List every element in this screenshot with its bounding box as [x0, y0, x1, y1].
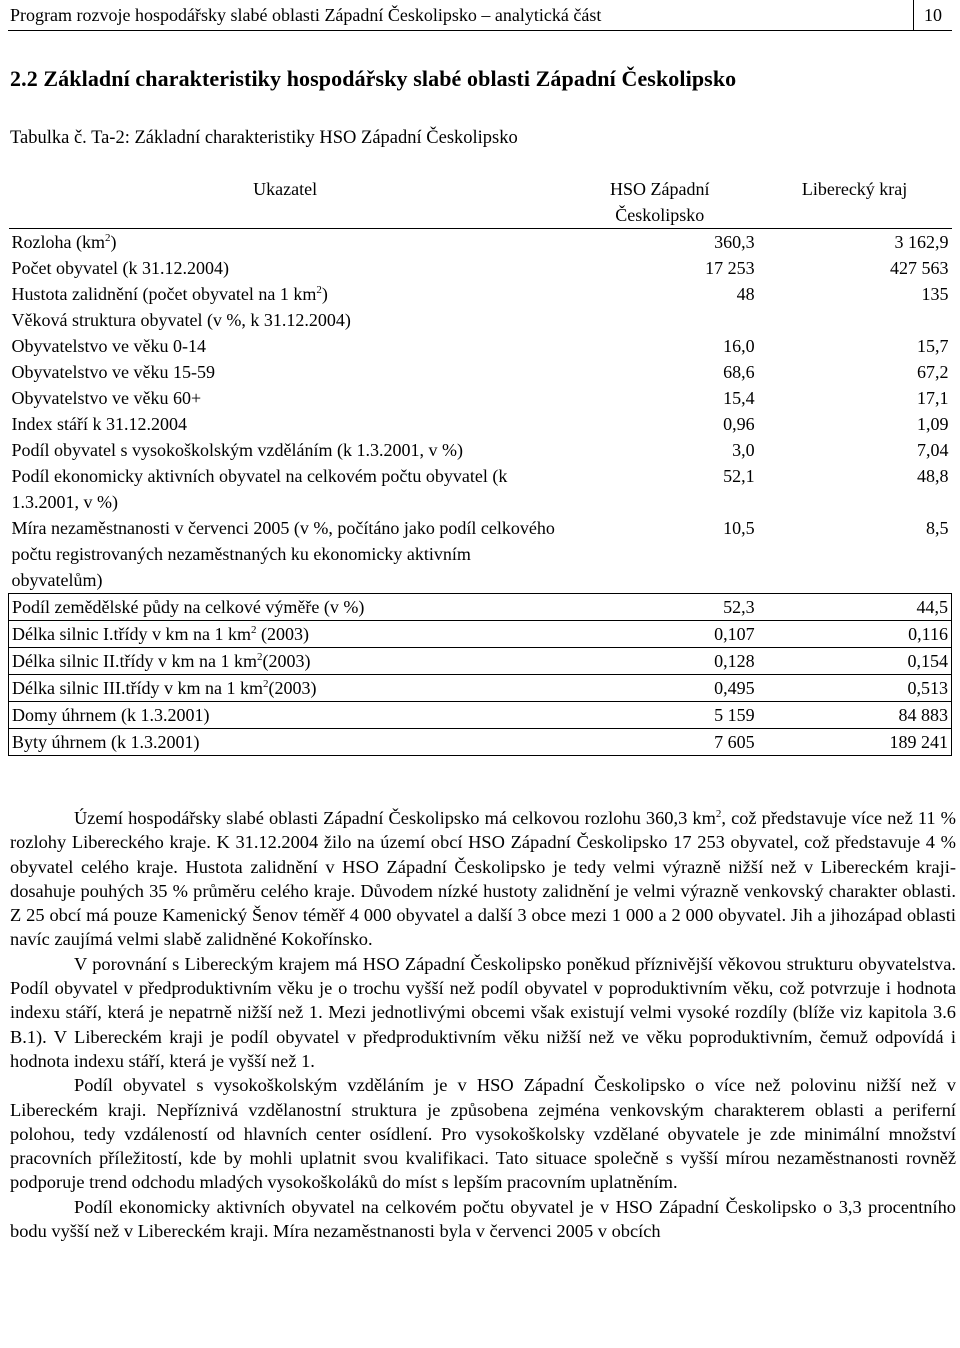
row-label-text: Byty úhrnem (k 1.3.2001): [12, 732, 200, 752]
row-label: [9, 463, 562, 515]
row-label: [9, 333, 562, 359]
row-region-value: 48,8: [917, 466, 949, 486]
row-label-text: Hustota zalidnění (počet obyvatel na 1 km: [11, 284, 317, 304]
row-label-end: (2003): [256, 624, 309, 644]
row-hso-value: 3,0: [732, 440, 755, 460]
row-hso-value: 0,96: [723, 414, 755, 434]
row-label-sup: 2: [256, 651, 263, 663]
table-row: [9, 411, 952, 437]
row-label: [9, 515, 562, 594]
row-label-text: Délka silnic III.třídy v km na 1 km: [12, 678, 263, 698]
paragraph-2: V porovnání s Libereckým krajem má HSO Západní Českolipsko poněkud příznivější věkovou strukturu obyvatelstva. Podíl obyvatel v předproduktivním věku je o trochu vyšší než podíl obyvatel v poproduktivním věku, což potvrzuje i hodnota indexu stáří, která je nepatrně nižší než 1. Mezi jednotlivými obcemi však existují velmi vysoké rozdíly (blíže viz kapitola 3.6 B.1). V Libereckém kraji je podíl obyvatel v předproduktivním věku nižší než ve věku poproduktivním, čemuž odpovídá i hodnota indexu stáří, která je vyšší než 1.: [10, 953, 956, 1071]
table-row: [9, 359, 952, 385]
characteristics-table: [8, 176, 952, 756]
row-label-text: Rozloha (km: [11, 232, 105, 252]
row-region-value: 135: [921, 284, 949, 304]
header-hso: HSO Západní Českolipsko: [610, 179, 710, 225]
page-number: 10: [913, 0, 952, 30]
header-indicator: Ukazatel: [253, 179, 318, 199]
row-label: [9, 702, 562, 729]
row-region-value: 3 162,9: [758, 229, 952, 256]
row-label-text: Podíl obyvatel s vysokoškolským vzděláním (k 1.3.2001, v %): [11, 440, 463, 460]
table-row: [9, 333, 952, 359]
row-label-text: Délka silnic I.třídy v km na 1 km: [12, 624, 251, 644]
table-row: [9, 307, 952, 333]
row-region-value: 67,2: [917, 362, 949, 382]
row-label: [9, 229, 562, 256]
row-hso-value: 15,4: [723, 388, 755, 408]
table-row: [9, 229, 952, 256]
paragraph-1-part-a: Území hospodářsky slabé oblasti Západní Českolipsko má celkovou rozlohu 360,3 km: [74, 808, 716, 828]
row-label: [9, 729, 562, 756]
table-caption: Tabulka č. Ta-2: Základní charakteristiky HSO Západní Českolipsko: [10, 128, 518, 148]
row-region-value: 427 563: [890, 258, 949, 278]
row-hso-value: 0,107: [562, 621, 758, 648]
row-hso-value: 16,0: [723, 336, 755, 356]
table-row: [9, 648, 952, 675]
row-label: [9, 675, 562, 702]
row-label-text: Podíl zemědělské půdy na celkové výměře (v %): [12, 597, 365, 617]
row-label-text: Obyvatelstvo ve věku 60+: [11, 388, 202, 408]
row-hso-value: 52,1: [723, 466, 755, 486]
table-header-row: [9, 176, 952, 229]
row-label: [9, 255, 562, 281]
table-row: [9, 702, 952, 729]
row-region-value: [758, 307, 952, 333]
table-row: [9, 437, 952, 463]
row-label-sup: 2: [250, 624, 257, 636]
row-hso-value: 7 605: [562, 729, 758, 756]
row-label-text: Obyvatelstvo ve věku 15-59: [11, 362, 215, 382]
row-label-text: Domy úhrnem (k 1.3.2001): [12, 705, 210, 725]
section-heading: 2.2 Základní charakteristiky hospodářsky slabé oblasti Západní Českolipsko: [10, 66, 737, 91]
row-region-value: 44,5: [758, 594, 952, 621]
paragraph-3: Podíl obyvatel s vysokoškolským vzděláním je v HSO Západní Českolipsko o více než polovinu nižší než v Libereckém kraji. Nepříznivá vzdělanostní struktura je způsobena zejména venkovským charakterem oblasti a periferní polohou, tedy vzdáleností od hlavních center osídlení. Pro vysokoškolsky vzdělané obyvatele je zde minimální množství pracovních příležitostí, kde by mohli uplatnit svou kvalifikaci. Tato situace společně s vyšší mírou nezaměstnanosti rovněž podporuje trend odchodu mladých vysokoškoláků do míst s lepším pracovním uplatněním.: [10, 1075, 956, 1193]
row-label: [9, 281, 562, 307]
row-region-value: 0,513: [758, 675, 952, 702]
table-row: [9, 594, 952, 621]
row-label: [9, 594, 562, 621]
table-row: [9, 385, 952, 411]
table-row: [9, 729, 952, 756]
table-row: [9, 675, 952, 702]
row-label-sup: 2: [316, 284, 322, 296]
row-region-value: 7,04: [917, 440, 949, 460]
row-label-sup: 2: [262, 678, 269, 690]
row-region-value: 0,116: [758, 621, 952, 648]
row-label-end: ): [321, 284, 328, 304]
table-row: [9, 515, 952, 594]
row-label-text: Počet obyvatel (k 31.12.2004): [11, 258, 229, 278]
row-hso-value: 10,5: [723, 518, 755, 538]
row-label-text: Obyvatelstvo ve věku 0-14: [11, 336, 206, 356]
row-hso-value: 5 159: [562, 702, 758, 729]
row-hso-value: 48: [736, 284, 755, 304]
row-hso-value: 17 253: [705, 258, 755, 278]
row-label: [9, 385, 562, 411]
row-region-value: 1,09: [917, 414, 949, 434]
row-region-value: 8,5: [926, 518, 949, 538]
paragraph-1: [10, 806, 956, 952]
row-label: [9, 307, 562, 333]
header-region: Liberecký kraj: [801, 179, 908, 199]
row-hso-value: 360,3: [562, 229, 758, 256]
paragraph-1-sup: 2: [715, 807, 722, 820]
row-label: [9, 359, 562, 385]
row-label-text: Míra nezaměstnanosti v červenci 2005 (v %, počítáno jako podíl celkového počtu registrovaných nezaměstnaných ku ekonomicky aktivním obyvatelům): [11, 518, 555, 590]
row-label: [9, 621, 562, 648]
row-label-text: Podíl ekonomicky aktivních obyvatel na celkovém počtu obyvatel (k 1.3.2001, v %): [11, 466, 508, 512]
row-label-end: (2003): [268, 678, 317, 698]
row-label: [9, 437, 562, 463]
paragraph-1-part-b: , což představuje více než 11 % rozlohy Libereckého kraje. K 31.12.2004 žilo na území obcí HSO Západní Českolipsko 17 253 obyvatel, což představuje 4 % obyvatel celého kraje. Hustota zalidnění v HSO Západní Českolipsko je tedy velmi výrazně nižší než v Libereckém kraji- dosahuje pouhých 35 % průměru celého kraje. Důvodem nízké hustoty zalidnění je velmi výrazně venkovský charakter oblasti. Z 25 obcí má pouze Kamenický Šenov téměř 4 000 obyvatel a další 3 obce mezi 1 000 a 2 000 obyvatel. Jih a jihozápad oblasti navíc zaujímá velmi slabě zalidněné Kokořínsko.: [10, 808, 956, 950]
row-label-end: ): [110, 232, 117, 252]
row-label-sup: 2: [104, 232, 111, 244]
table-row: [9, 281, 952, 307]
table-row: [9, 621, 952, 648]
row-hso-value: 0,128: [562, 648, 758, 675]
row-region-value: 0,154: [758, 648, 952, 675]
row-label-text: Délka silnic II.třídy v km na 1 km: [12, 651, 257, 671]
table-row: [9, 255, 952, 281]
row-region-value: 189 241: [758, 729, 952, 756]
row-label-text: Index stáří k 31.12.2004: [11, 414, 187, 434]
row-region-value: 17,1: [917, 388, 949, 408]
table-row: [9, 463, 952, 515]
body-text: [10, 806, 956, 1243]
row-hso-value: 52,3: [562, 594, 758, 621]
row-label: [9, 411, 562, 437]
row-label-text: Věková struktura obyvatel (v %, k 31.12.2004): [11, 310, 351, 330]
row-label-end: (2003): [262, 651, 311, 671]
row-region-value: 15,7: [917, 336, 949, 356]
row-label: [9, 648, 562, 675]
running-header: [8, 0, 952, 31]
row-hso-value: 68,6: [723, 362, 755, 382]
running-header-title: Program rozvoje hospodářsky slabé oblasti Západní Českolipsko – analytická část: [10, 5, 602, 25]
row-hso-value: [562, 307, 758, 333]
row-region-value: 84 883: [758, 702, 952, 729]
paragraph-4: Podíl ekonomicky aktivních obyvatel na celkovém počtu obyvatel je v HSO Západní Českolipsko o 3,3 procentního bodu vyšší než v Libereckém kraji. Míra nezaměstnanosti byla v červenci 2005 v obcích: [10, 1196, 956, 1242]
row-hso-value: 0,495: [562, 675, 758, 702]
